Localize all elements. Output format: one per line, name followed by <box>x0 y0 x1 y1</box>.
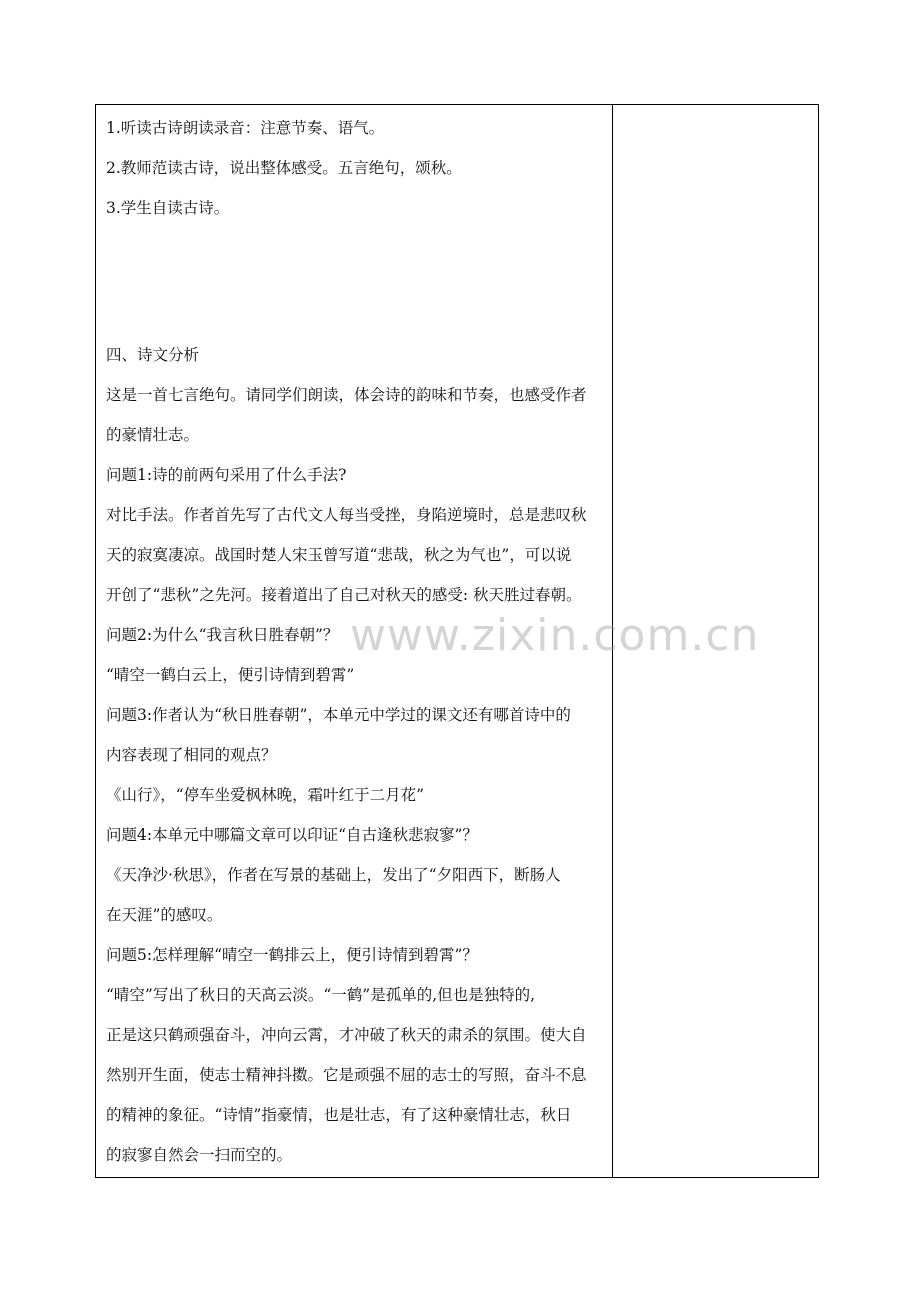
answer-line: 然别开生面，使志士精神抖擞。它是顽强不屈的志士的写照，奋斗不息 <box>106 1066 587 1084</box>
text-line: 3.学生自读古诗。 <box>106 199 230 217</box>
text-line: 的豪情壮志。 <box>106 426 200 444</box>
answer-line: 开创了“悲秋”之先河。接着道出了自己对秋天的感受: 秋天胜过春朝。 <box>106 586 582 604</box>
answer-line: 对比手法。作者首先写了古代文人每当受挫，身陷逆境时，总是悲叹秋 <box>106 506 587 524</box>
watermark: www.zixin.com.cn <box>350 610 760 661</box>
text-line: 2.教师范读古诗，说出整体感受。五言绝句，颂秋。 <box>106 159 462 177</box>
answer-line: “晴空一鹤白云上，便引诗情到碧霄” <box>106 666 355 684</box>
question-line: 问题4:本单元中哪篇文章可以印证“自古逢秋悲寂寥”？ <box>106 826 478 844</box>
answer-line: 天的寂寞凄凉。战国时楚人宋玉曾写道“悲哉，秋之为气也”，可以说 <box>106 546 572 564</box>
answer-line: 《山行》，“停车坐爱枫林晚，霜叶红于二月花” <box>106 786 425 804</box>
question-line: 问题3:作者认为“秋日胜春朝”，本单元中学过的课文还有哪首诗中的 <box>106 706 571 724</box>
answer-line: 的寂寥自然会一扫而空的。 <box>106 1146 293 1164</box>
answer-line: “晴空”写出了秋日的天高云淡。“一鹤”是孤单的,但也是独特的, <box>106 986 536 1004</box>
answer-line: 《天净沙·秋思》，作者在写景的基础上，发出了“夕阳西下，断肠人 <box>106 866 561 884</box>
question-line: 内容表现了相同的观点？ <box>106 746 277 764</box>
question-line: 问题2:为什么“我言秋日胜春朝”？ <box>106 626 339 644</box>
answer-line: 正是这只鹤顽强奋斗，冲向云霄，才冲破了秋天的肃杀的氛围。使大自 <box>106 1026 587 1044</box>
text-line: 这是一首七言绝句。请同学们朗读，体会诗的韵味和节奏，也感受作者 <box>106 386 587 404</box>
section-heading: 四、诗文分析 <box>106 346 200 364</box>
answer-line: 在天涯”的感叹。 <box>106 906 223 924</box>
text-line: 1.听读古诗朗读录音：注意节奏、语气。 <box>106 119 385 137</box>
answer-line: 的精神的象征。“诗情”指豪情，也是壮志，有了这种豪情壮志，秋日 <box>106 1106 572 1124</box>
question-line: 问题5:怎样理解“晴空一鹤排云上，便引诗情到碧霄”？ <box>106 946 478 964</box>
question-line: 问题1:诗的前两句采用了什么手法? <box>106 466 347 484</box>
